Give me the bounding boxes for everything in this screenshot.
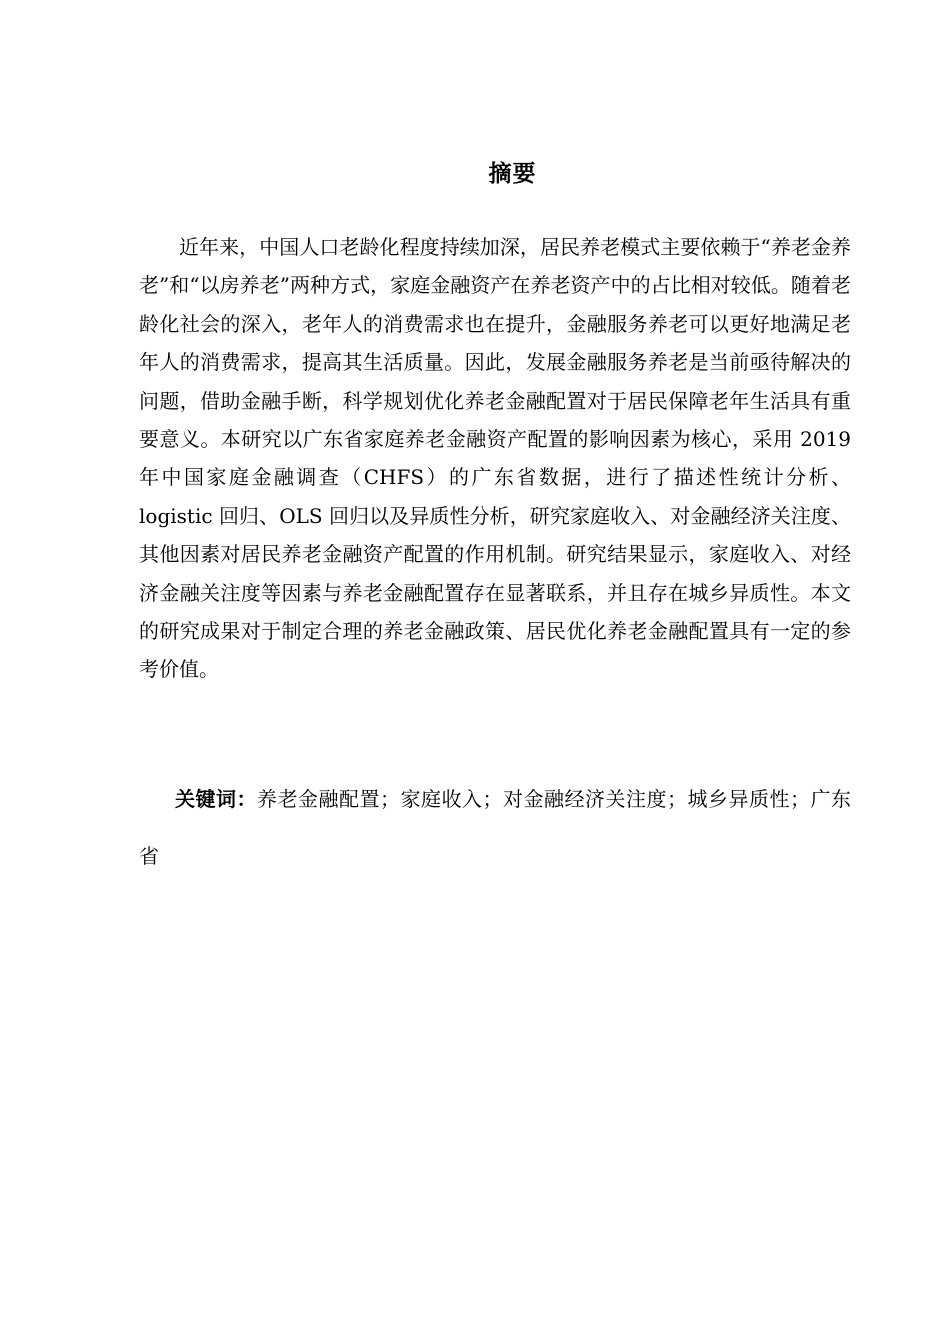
keywords-text: 养老金融配置；家庭收入；对金融经济关注度；城乡异质性；广东省 <box>139 787 851 868</box>
keywords-label: 关键词： <box>175 787 257 811</box>
keywords-line <box>139 771 851 885</box>
abstract-paragraph: 近年来，中国人口老龄化程度持续加深，居民养老模式主要依赖于“养老金养老”和“以房养老”两种方式，家庭金融资产在养老资产中的占比相对较低。随着老龄化社会的深入，老年人的消费需求也在提升，金融服务养老可以更好地满足老年人的消费需求，提高其生活质量。因此，发展金融服务养老是当前亟待解决的问题，借助金融手断，科学规划优化养老金融配置对于居民保障老年生活具有重要意义。本研究以广东省家庭养老金融资产配置的影响因素为核心，采用 2019 年中国家庭金融调查（CHFS）的广东省数据，进行了描述性统计分析、logistic 回归、OLS 回归以及异质性分析，研究家庭收入、对金融经济关注度、其他因素对居民养老金融资产配置的作用机制。研究结果显示，家庭收入、对经济金融关注度等因素与养老金融配置存在显著联系，并且存在城乡异质性。本文的研究成果对于制定合理的养老金融政策、居民优化养老金融配置具有一定的参考价值。 <box>139 235 851 682</box>
abstract-title: 摘要 <box>488 161 537 187</box>
